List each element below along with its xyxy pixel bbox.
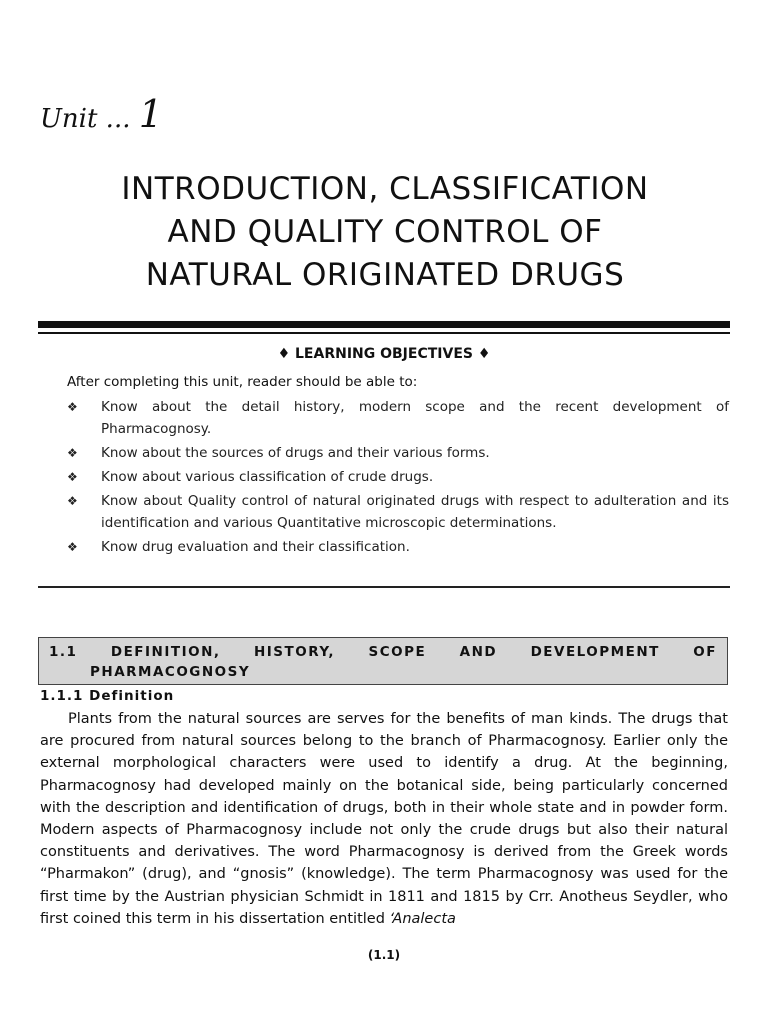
chapter-title-line-2: AND QUALITY CONTROL OF [167,214,603,250]
objective-text: Know about the sources of drugs and their various forms. [101,445,490,461]
learning-objectives-list [67,396,729,560]
objective-item [67,466,729,488]
title-divider-thick [38,321,730,328]
section-word: OF [693,644,717,660]
diamond-bullet-icon: ❖ [67,446,78,460]
objective-text: Know about the detail history, modern scope and the recent development of Pharmacognosy. [101,399,729,437]
title-divider-thin [38,332,730,334]
page-number: (1.1) [367,948,401,962]
section-word: AND [459,644,498,660]
section-word: DEFINITION, [110,644,221,660]
chapter-title-line-1: INTRODUCTION, CLASSIFICATION [121,171,649,207]
body-paragraph [40,708,728,930]
objective-item [67,536,729,558]
objectives-divider [38,586,730,588]
unit-number: 1 [138,92,163,136]
unit-label [40,92,163,136]
diamond-bullet-icon: ❖ [67,540,78,554]
chapter-title-line-3: NATURAL ORIGINATED DRUGS [145,257,625,293]
objective-text: Know about Quality control of natural originated drugs with respect to adulteration and its identification and various Quantitative microscopic determinations. [101,493,729,531]
section-word: DEVELOPMENT [530,644,660,660]
learning-objectives-intro: After completing this unit, reader should be able to: [67,374,418,390]
section-heading-line-2: PHARMACOGNOSY [90,664,251,680]
section-heading-line-1 [49,644,717,660]
paragraph-text: Plants from the natural sources are serves for the benefits of man kinds. The drugs that are procured from natural sources belong to the branch of Pharmacognosy. Earlier only the external morphological characters were used to identify a drug. At the beginning, Pharmacognosy had developed mainly on the botanical side, being particularly concerned with the description and identification of drugs, both in their whole state and in powder form. Modern aspects of Pharmacognosy include not only the crude drugs but also their natural constituents and derivatives. The word Pharmacognosy is derived from the Greek words “Pharmakon” (drug), and “gnosis” (knowledge). The term Pharmacognosy was used for the first time by the Austrian physician Schmidt in 1811 and 1815 by Crr. Anotheus Seydler, who first coined this term in his dissertation entitled [40,711,728,927]
objective-item [67,442,729,464]
objective-item [67,490,729,534]
section-word: HISTORY, [253,644,336,660]
unit-prefix: Unit ... [40,104,131,134]
diamond-bullet-icon: ❖ [67,470,78,484]
objective-text: Know drug evaluation and their classification. [101,539,410,555]
diamond-bullet-icon: ❖ [67,400,78,414]
objective-item [67,396,729,440]
learning-objectives-heading: ♦ LEARNING OBJECTIVES ♦ [277,346,491,362]
subsection-heading: 1.1.1 Definition [40,688,175,704]
section-heading-box [38,637,728,685]
paragraph-italic-tail: ‘Analecta [389,910,456,927]
diamond-bullet-icon: ❖ [67,494,78,508]
section-word: SCOPE [368,644,427,660]
section-number: 1.1 [49,644,78,660]
chapter-title [40,168,730,297]
objective-text: Know about various classification of crude drugs. [101,469,434,485]
